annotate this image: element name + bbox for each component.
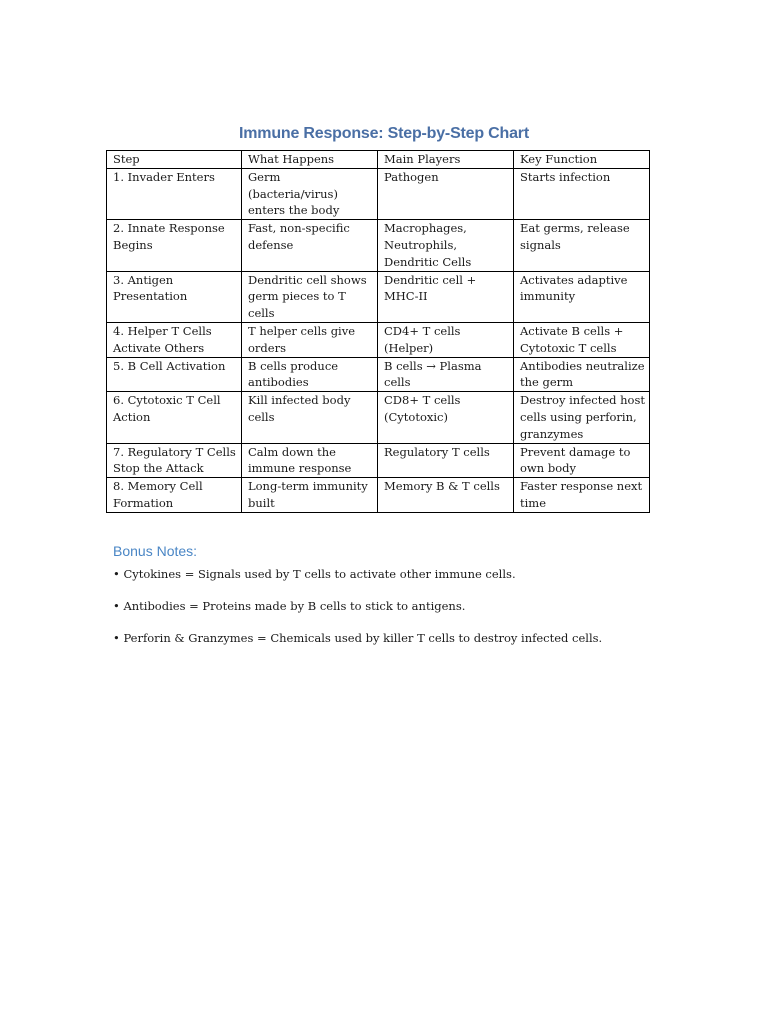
immune-response-table [106, 150, 650, 513]
bonus-note-antibodies: • Antibodies = Proteins made by B cells to stick to antigens. [113, 599, 466, 613]
cell-key-function: Destroy infected host cells using perforin, granzymes [514, 392, 650, 443]
cell-step: 7. Regulatory T Cells Stop the Attack [107, 443, 242, 478]
bonus-note-perforin-granzymes: • Perforin & Granzymes = Chemicals used by killer T cells to destroy infected cells. [113, 631, 603, 645]
chart-title: Immune Response: Step-by-Step Chart [239, 125, 529, 142]
header-main-players: Main Players [378, 151, 514, 169]
cell-step: 8. Memory Cell Formation [107, 478, 242, 513]
cell-what-happens: Calm down the immune response [242, 443, 378, 478]
cell-key-function: Prevent damage to own body [514, 443, 650, 478]
table-row [107, 392, 650, 443]
table-row [107, 478, 650, 513]
cell-what-happens: Dendritic cell shows germ pieces to T cells [242, 271, 378, 322]
cell-main-players: CD8+ T cells (Cytotoxic) [378, 392, 514, 443]
cell-step: 1. Invader Enters [107, 168, 242, 219]
table-row [107, 220, 650, 271]
bonus-notes-heading: Bonus Notes: [113, 543, 198, 559]
cell-key-function: Antibodies neutralize the germ [514, 357, 650, 392]
cell-main-players: Dendritic cell + MHC-II [378, 271, 514, 322]
cell-step: 6. Cytotoxic T Cell Action [107, 392, 242, 443]
cell-step: 3. Antigen Presentation [107, 271, 242, 322]
cell-main-players: Regulatory T cells [378, 443, 514, 478]
cell-key-function: Eat germs, release signals [514, 220, 650, 271]
cell-key-function: Activates adaptive immunity [514, 271, 650, 322]
cell-what-happens: Long-term immunity built [242, 478, 378, 513]
cell-main-players: Pathogen [378, 168, 514, 219]
cell-key-function: Faster response next time [514, 478, 650, 513]
cell-step: 4. Helper T Cells Activate Others [107, 322, 242, 357]
table-row [107, 357, 650, 392]
header-what-happens: What Happens [242, 151, 378, 169]
cell-key-function: Activate B cells + Cytotoxic T cells [514, 322, 650, 357]
cell-step: 2. Innate Response Begins [107, 220, 242, 271]
cell-what-happens: Germ (bacteria/virus) enters the body [242, 168, 378, 219]
cell-what-happens: Kill infected body cells [242, 392, 378, 443]
cell-what-happens: Fast, non-specific defense [242, 220, 378, 271]
header-step: Step [107, 151, 242, 169]
bonus-note-cytokines: • Cytokines = Signals used by T cells to activate other immune cells. [113, 567, 516, 581]
cell-key-function: Starts infection [514, 168, 650, 219]
table-row [107, 443, 650, 478]
cell-what-happens: B cells produce antibodies [242, 357, 378, 392]
table-header-row [107, 151, 650, 169]
cell-what-happens: T helper cells give orders [242, 322, 378, 357]
table-row [107, 168, 650, 219]
cell-step: 5. B Cell Activation [107, 357, 242, 392]
cell-main-players: CD4+ T cells (Helper) [378, 322, 514, 357]
table-row [107, 322, 650, 357]
cell-main-players: Macrophages, Neutrophils, Dendritic Cells [378, 220, 514, 271]
cell-main-players: Memory B & T cells [378, 478, 514, 513]
header-key-function: Key Function [514, 151, 650, 169]
table-row [107, 271, 650, 322]
cell-main-players: B cells → Plasma cells [378, 357, 514, 392]
